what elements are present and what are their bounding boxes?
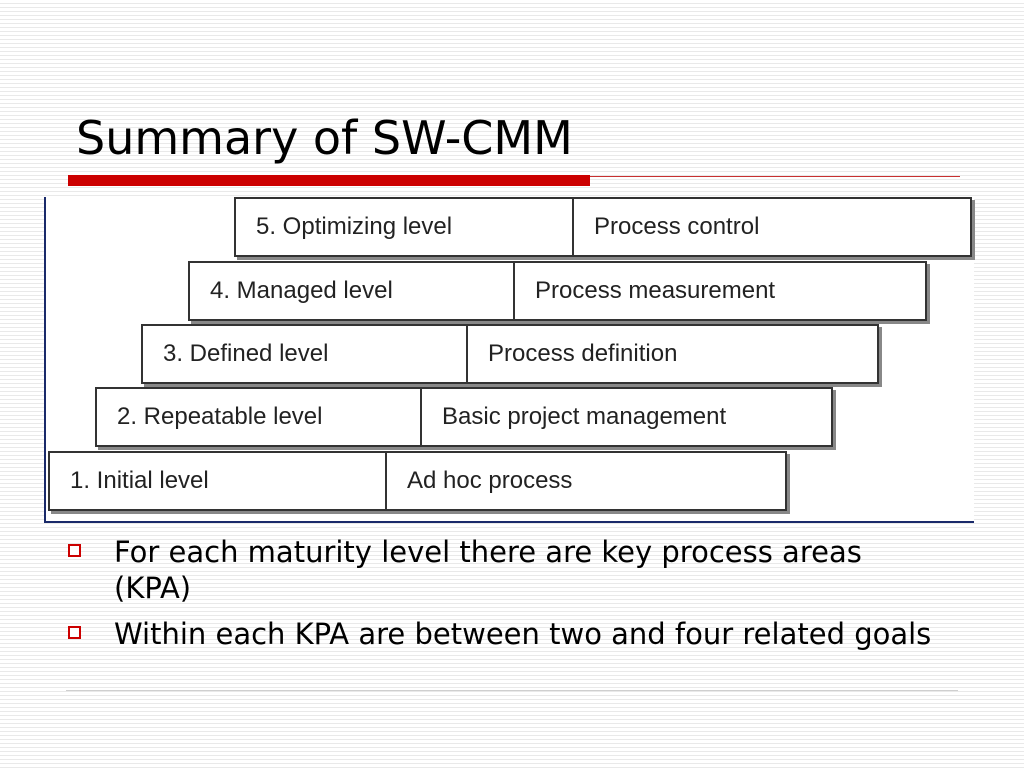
staircase-step-1 xyxy=(48,451,787,511)
title-underline-thin xyxy=(590,176,960,177)
staircase-step-4 xyxy=(188,261,927,321)
process-label: Process measurement xyxy=(515,261,927,321)
process-label: Process definition xyxy=(468,324,879,384)
bullet-item xyxy=(66,616,946,652)
process-label: Ad hoc process xyxy=(387,451,787,511)
title-underline-accent xyxy=(68,175,590,186)
maturity-staircase-diagram xyxy=(44,197,974,523)
process-label: Process control xyxy=(574,197,972,257)
level-label: 4. Managed level xyxy=(188,261,515,321)
level-label: 5. Optimizing level xyxy=(234,197,574,257)
level-label: 2. Repeatable level xyxy=(95,387,422,447)
process-label: Basic project management xyxy=(422,387,833,447)
bullet-text: For each maturity level there are key process areas (KPA) xyxy=(114,535,862,605)
level-label: 1. Initial level xyxy=(48,451,387,511)
bullet-item xyxy=(66,534,946,606)
level-label: 3. Defined level xyxy=(141,324,468,384)
slide-title: Summary of SW-CMM xyxy=(76,111,573,165)
bullet-list xyxy=(66,534,946,662)
footer-divider xyxy=(66,690,958,691)
hollow-square-icon xyxy=(68,626,81,639)
hollow-square-icon xyxy=(68,544,81,557)
staircase-step-3 xyxy=(141,324,879,384)
bullet-text: Within each KPA are between two and four related goals xyxy=(114,617,932,651)
staircase-step-2 xyxy=(95,387,833,447)
staircase-step-5 xyxy=(234,197,972,257)
